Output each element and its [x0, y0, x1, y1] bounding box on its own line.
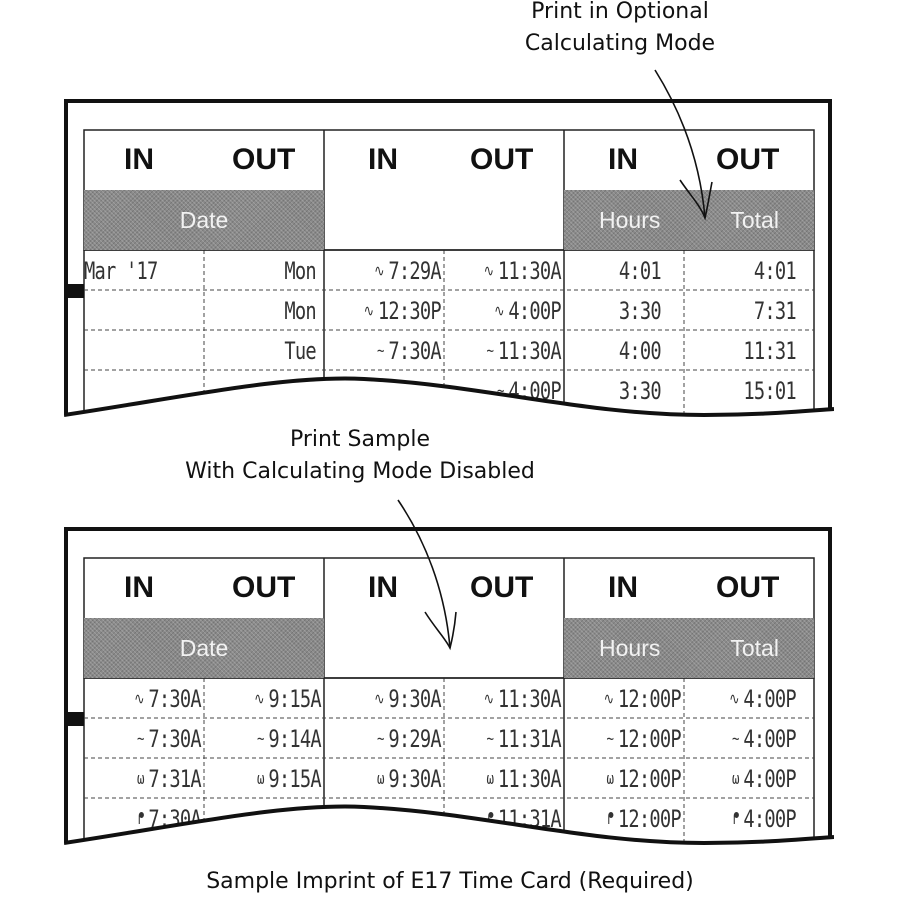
header-out-2: OUT — [470, 143, 534, 176]
time-value: 9:15A — [268, 684, 321, 713]
day-cell: Mon — [284, 256, 316, 285]
day-mark-icon: ᖰ — [733, 808, 739, 828]
header-out-3: OUT — [716, 571, 780, 604]
day-mark-icon: ~ — [486, 341, 494, 360]
day-mark-icon: ᖰ — [138, 808, 144, 828]
day-mark-icon: ~ — [732, 729, 739, 748]
time-value: 9:30A — [388, 764, 441, 793]
header-in-1: IN — [124, 571, 154, 604]
day-mark-icon: ∿ — [374, 689, 384, 708]
time-card-calculating-mode — [64, 97, 834, 427]
hours-label: Hours — [599, 634, 661, 661]
time-value: 11:30A — [497, 336, 561, 365]
day-mark-icon: ∿ — [134, 689, 144, 708]
time-value: 4:00P — [743, 724, 796, 753]
day-mark-icon: ~ — [137, 729, 144, 748]
header-in-1: IN — [124, 143, 154, 176]
date-cell: Mar '17 — [84, 256, 158, 285]
time-value: 4:00P — [743, 764, 796, 793]
time-value: 4:00P — [743, 684, 796, 713]
total-cell: 15:01 — [743, 376, 796, 405]
caption-sample-imprint: Sample Imprint of E17 Time Card (Required) — [206, 869, 694, 894]
day-mark-icon: ∿ — [483, 261, 494, 280]
time-value: 7:30A — [148, 684, 201, 713]
header-in-2: IN — [368, 143, 398, 176]
total-label: Total — [730, 634, 779, 661]
header-out-3: OUT — [716, 143, 780, 176]
time-value: 9:30A — [388, 684, 441, 713]
date-label: Date — [179, 206, 229, 233]
edge-marker — [64, 712, 84, 726]
total-cell: 4:01 — [753, 256, 796, 285]
time-value: 11:30A — [497, 256, 561, 285]
time-value: 12:00P — [617, 764, 681, 793]
day-mark-icon: ~ — [377, 341, 384, 360]
time-value: 7:30A — [148, 804, 201, 833]
hours-label: Hours — [599, 206, 661, 233]
day-mark-icon: ∿ — [494, 301, 504, 320]
time-value: 7:30A — [148, 724, 201, 753]
day-mark-icon: ω — [486, 769, 494, 788]
day-cell: Mon — [284, 296, 316, 325]
header-out-1: OUT — [232, 571, 296, 604]
total-cell: 7:31 — [753, 296, 796, 325]
day-mark-icon: ω — [377, 769, 384, 788]
time-value: 12:30P — [377, 296, 441, 325]
day-mark-icon: ω — [732, 769, 739, 788]
time-value: 4:00P — [508, 296, 561, 325]
day-mark-icon: ∿ — [483, 689, 494, 708]
time-value: 12:00P — [617, 804, 681, 833]
caption-line: With Calculating Mode Disabled — [185, 459, 535, 484]
header-in-2: IN — [368, 571, 398, 604]
time-value: 11:30A — [497, 684, 561, 713]
total-cell: 11:31 — [743, 336, 796, 365]
time-value: 12:00P — [617, 684, 681, 713]
day-mark-icon: ∿ — [254, 689, 264, 708]
caption-line: Calculating Mode — [524, 31, 716, 56]
day-mark-icon: ~ — [497, 381, 504, 400]
time-value: 11:31A — [497, 804, 561, 833]
hours-cell: 4:00 — [618, 336, 661, 365]
time-value: 12:00P — [617, 724, 681, 753]
time-value: 9:29A — [388, 724, 441, 753]
hours-cell: 4:01 — [618, 256, 661, 285]
time-value: 9:14A — [268, 724, 321, 753]
day-mark-icon: ∿ — [374, 261, 384, 280]
day-mark-icon: ~ — [377, 729, 384, 748]
hours-cell: 3:30 — [618, 376, 661, 405]
caption-line: Print Sample — [289, 427, 431, 452]
time-value: 7:31A — [148, 764, 201, 793]
day-mark-icon: ᖰ — [487, 808, 494, 828]
day-mark-icon: ∿ — [603, 689, 614, 708]
time-value: 7:30A — [388, 336, 441, 365]
card-torn-edge — [64, 97, 834, 427]
hours-cell: 3:30 — [618, 296, 661, 325]
header-out-2: OUT — [470, 571, 534, 604]
total-label: Total — [730, 206, 779, 233]
day-mark-icon: ~ — [606, 729, 614, 748]
time-card-calculating-disabled — [64, 525, 834, 855]
day-mark-icon: ∿ — [729, 689, 739, 708]
time-value: 11:31A — [497, 724, 561, 753]
day-cell: Tue — [284, 336, 316, 365]
time-value: 4:00P — [743, 804, 796, 833]
header-in-3: IN — [608, 143, 638, 176]
day-mark-icon: ~ — [486, 729, 494, 748]
card-torn-edge — [64, 525, 834, 855]
day-mark-icon: ω — [257, 769, 264, 788]
header-in-3: IN — [608, 571, 638, 604]
caption-optional-calculating-mode — [470, 0, 770, 60]
time-value: 9:15A — [268, 764, 321, 793]
day-mark-icon: ω — [137, 769, 144, 788]
header-out-1: OUT — [232, 143, 296, 176]
edge-marker — [64, 284, 84, 298]
day-mark-icon: ᖰ — [607, 808, 614, 828]
caption-line: Print in Optional — [531, 0, 709, 24]
time-value: 11:30A — [497, 764, 561, 793]
caption-calculating-disabled — [150, 424, 570, 488]
time-value: 7:29A — [388, 256, 441, 285]
time-value: 4:00P — [508, 376, 561, 405]
date-label: Date — [179, 634, 229, 661]
day-mark-icon: ∿ — [363, 301, 374, 320]
day-mark-icon: ω — [606, 769, 614, 788]
day-mark-icon: ~ — [257, 729, 264, 748]
